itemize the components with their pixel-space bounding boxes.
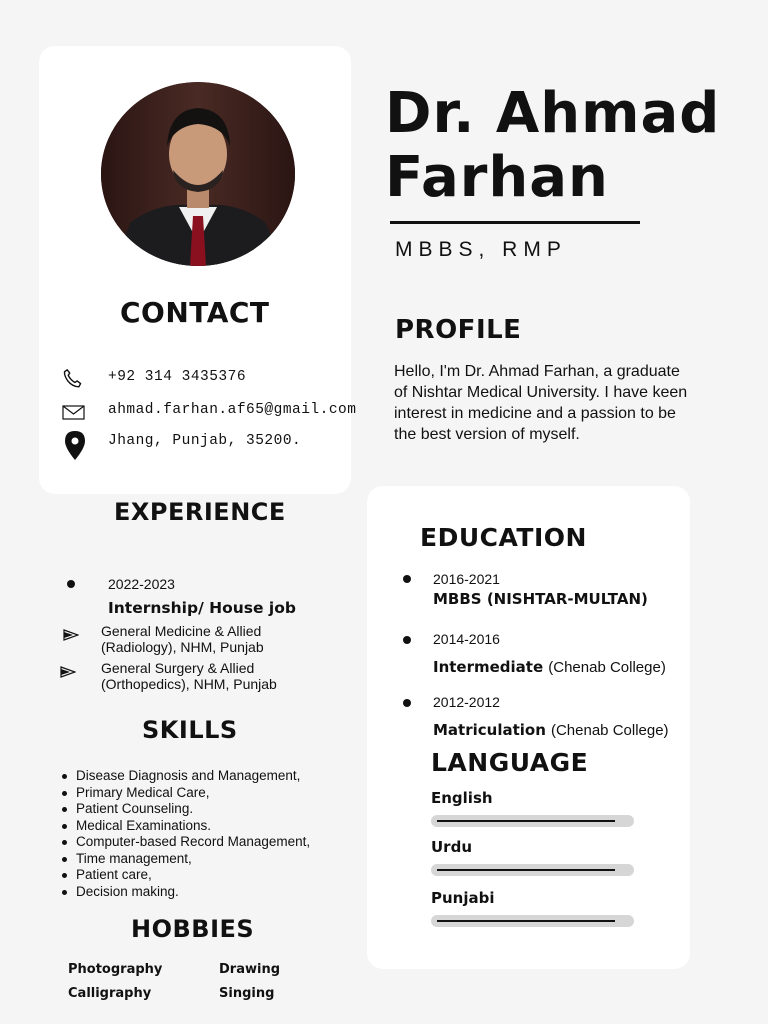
education-heading: EDUCATION (420, 523, 587, 552)
education-years: 2014-2016 (433, 631, 500, 647)
language-level-bar (431, 915, 634, 927)
education-degree: Matriculation (433, 721, 546, 739)
bullet-dot-icon (403, 699, 411, 707)
experience-years: 2022-2023 (108, 576, 175, 592)
skill-item: Time management, (60, 851, 310, 868)
experience-item: General Medicine & Allied (Radiology), NHM, Punjab (101, 623, 264, 655)
education-degree: Intermediate (433, 658, 544, 676)
name-heading (385, 82, 720, 210)
experience-item: General Surgery & Allied (Orthopedics), NHM, Punjab (101, 660, 277, 692)
hobbies-heading: HOBBIES (131, 915, 255, 943)
language-name: Punjabi (431, 889, 495, 907)
education-entry (433, 657, 666, 676)
skill-item: Primary Medical Care, (60, 785, 310, 802)
language-name: Urdu (431, 838, 472, 856)
skill-item: Medical Examinations. (60, 818, 310, 835)
address-text: Jhang, Punjab, 35200. (108, 433, 302, 449)
mail-icon (60, 399, 90, 425)
skills-list (60, 768, 310, 900)
profile-text: Hello, I'm Dr. Ahmad Farhan, a graduate of Nishtar Medical University. I have keen interest in medicine and a passion to be the best version of myself. (394, 363, 688, 443)
contact-phone-row (60, 366, 360, 392)
education-degree: MBBS (NISHTAR-MULTAN) (433, 590, 648, 608)
language-level-fill (437, 869, 615, 871)
email-link[interactable]: ahmad.farhan.af65@gmail.com (108, 402, 357, 418)
education-institute: (Chenab College) (550, 722, 669, 739)
language-heading: LANGUAGE (431, 748, 589, 777)
contact-email-row (60, 399, 360, 425)
arrow-bullet-icon (60, 663, 76, 682)
skill-item: Computer-based Record Management, (60, 834, 310, 851)
bullet-dot-icon (67, 580, 75, 588)
bullet-dot-icon (403, 636, 411, 644)
contact-heading: CONTACT (120, 296, 270, 329)
hobby-item: Photography (68, 962, 163, 977)
skills-heading: SKILLS (142, 716, 238, 744)
portrait-image (101, 82, 295, 266)
language-name: English (431, 789, 493, 807)
degree-text: MBBS, RMP (395, 238, 567, 261)
name-line-1: Dr. Ahmad (385, 81, 721, 146)
profile-photo (101, 82, 295, 266)
experience-title: Internship/ House job (108, 599, 296, 617)
language-level-bar (431, 815, 634, 827)
bullet-dot-icon (403, 575, 411, 583)
education-institute: (Chenab College) (548, 659, 666, 676)
phone-icon (60, 366, 90, 392)
skill-item: Patient care, (60, 867, 310, 884)
profile-heading: PROFILE (395, 315, 522, 345)
language-level-bar (431, 864, 634, 876)
education-years: 2012-2012 (433, 694, 500, 710)
hobby-item: Singing (219, 986, 275, 1001)
skill-item: Patient Counseling. (60, 801, 310, 818)
experience-heading: EXPERIENCE (114, 498, 286, 526)
phone-text[interactable]: +92 314 3435376 (108, 369, 247, 385)
hobby-item: Drawing (219, 962, 281, 977)
language-level-fill (437, 920, 615, 922)
arrow-bullet-icon (63, 626, 79, 645)
name-line-2: Farhan (385, 145, 609, 210)
education-years: 2016-2021 (433, 571, 500, 587)
skill-item: Decision making. (60, 884, 310, 901)
location-pin-icon (60, 430, 90, 462)
language-level-fill (437, 820, 615, 822)
skill-item: Disease Diagnosis and Management, (60, 768, 310, 785)
education-entry (433, 720, 669, 739)
name-divider (390, 221, 640, 224)
hobby-item: Calligraphy (68, 986, 152, 1001)
contact-address-row (60, 430, 360, 462)
